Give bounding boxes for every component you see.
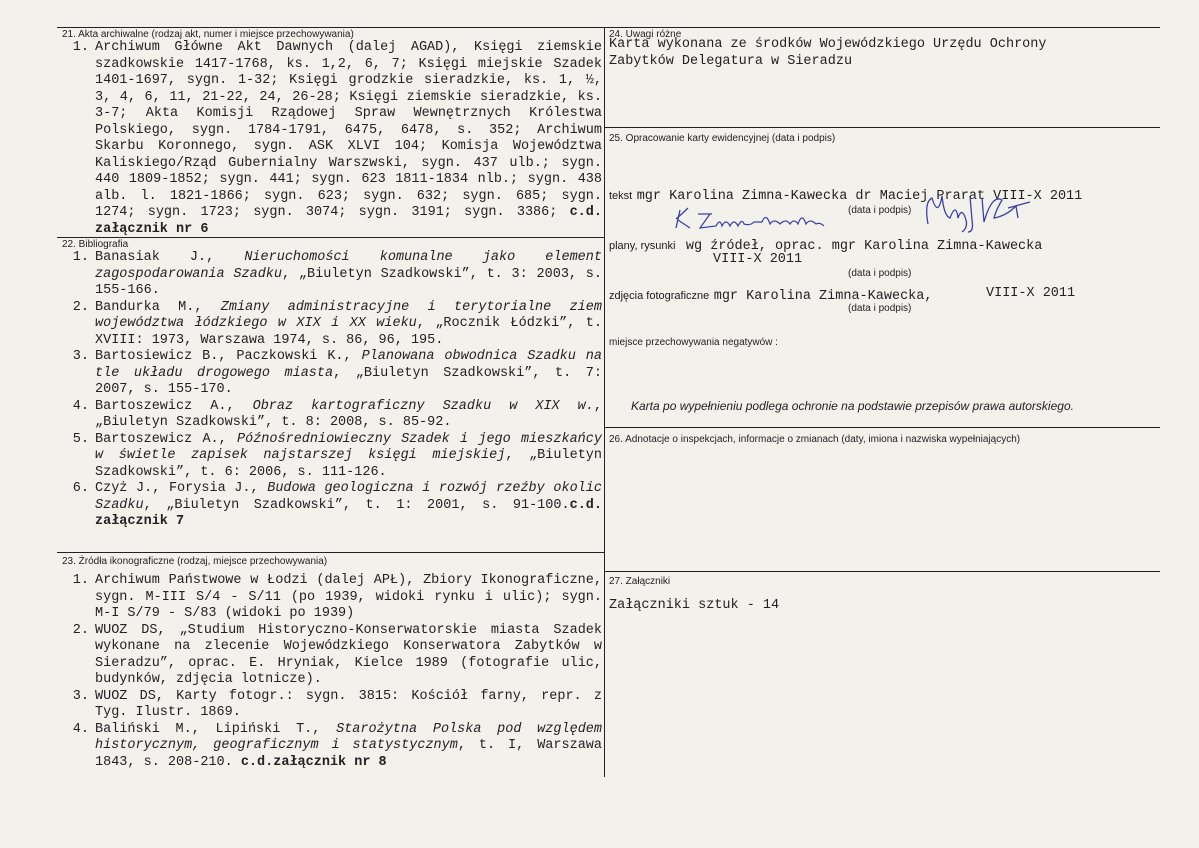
plans-date-signature-caption: (data i podpis)	[848, 268, 912, 279]
list-item	[57, 573, 602, 623]
archive-item	[57, 40, 602, 238]
list-item	[57, 689, 602, 722]
item-publication: , „Biuletyn Szadkowski”, t. 8: 2008, s. 85-92.	[95, 398, 602, 430]
item-title: Późnośredniowieczny Szadek i jego mieszkańcy w świetle zapisek najstarszej księgi miejskiej	[95, 431, 602, 463]
section-23-label: 23. Źródła ikonograficzne (rodzaj, miejsce przechowywania)	[62, 556, 328, 567]
item-authors: Archiwum Państwowe w Łodzi (dalej APŁ), Zbiory Ikonograficzne, sygn. M-III S/4 - S/11 (po 1939, widoki rynku i ulic); sygn. M-I S/79 - S/83 (widoki po 1939)	[95, 573, 602, 621]
photographs-date: VIII-X 2011	[986, 286, 1076, 301]
item-authors: WUOZ DS, „Studium Historyczno-Konserwatorskie miasta Szadek wykonane na zlecenie Wojewódzkiego Konserwatora Zabytków w Sieradzu”, oprac. E. Hryniak, Kielce 1989 (fotografie ulic, budynków, zdjęcia lotnicze).	[95, 622, 602, 687]
plans-label: plany, rysunki	[609, 240, 676, 252]
text-authors: mgr Karolina Zimna-Kawecka dr Maciej Prarat VIII-X 2011	[636, 189, 1083, 204]
item-authors: WUOZ DS, Karty fotogr.: sygn. 3815: Kościół farny, repr. z Tyg. Ilustr. 1869.	[95, 688, 602, 720]
section-25-label: 25. Opracowanie karty ewidencyjnej (data i podpis)	[609, 133, 836, 144]
negatives-location-label: miejsce przechowywania negatywów :	[609, 337, 778, 348]
item-text	[95, 623, 602, 689]
plans-date: VIII-X 2011	[713, 252, 803, 267]
section-27-label: 27. Załączniki	[609, 576, 671, 587]
copyright-notice: Karta po wypełnieniu podlega ochronie na podstawie przepisów prawa autorskiego.	[631, 399, 1074, 413]
item-authors: Baliński M., Lipiński T.,	[95, 721, 337, 737]
item-text	[95, 481, 602, 531]
section-26-label: 26. Adnotacje o inspekcjach, informacje o zmianach (daty, imiona i nazwiska wypełniających)	[609, 434, 1021, 445]
item-number: 3.	[72, 349, 89, 364]
list-item	[57, 722, 602, 772]
section-21-content	[57, 40, 602, 238]
item-number: 3.	[72, 688, 89, 704]
remarks-text: Karta wykonana ze środków Wojewódzkiego Urzędu Ochrony Zabytków Delegatura w Sieradzu	[609, 37, 1047, 69]
date-signature-caption: (data i podpis)	[848, 205, 912, 216]
plans-author: wg źródeł, oprac. mgr Karolina Zimna-Kawecka	[685, 239, 1043, 254]
item-number: 6.	[72, 481, 89, 496]
item-publication: , „Biuletyn Szadkowski”, t. 3: 2003, s. 155-166.	[95, 266, 602, 298]
item-text	[95, 689, 602, 722]
text-label: tekst	[609, 190, 633, 202]
section-21-label: 21. Akta archiwalne (rodzaj akt, numer i miejsce przechowywania)	[62, 29, 354, 40]
item-number: 2.	[72, 299, 89, 315]
list-item	[57, 349, 602, 399]
item-number: 5.	[72, 431, 89, 447]
continuation-note: c.d. załącznik 7	[95, 497, 602, 529]
item-text	[95, 573, 602, 623]
list-item	[57, 432, 602, 482]
photographs-date-signature-caption: (data i podpis)	[848, 303, 912, 314]
item-title: Planowana obwodnica Szadku na tle układu drogowego miasta	[95, 349, 602, 381]
attachments-count: Załączniki sztuk - 14	[609, 598, 780, 613]
plans-drawings-row	[609, 236, 1042, 256]
item-title: Zmiany administracyjne i terytorialne ziem województwa łódzkiego w XIX i XX wieku	[95, 299, 602, 331]
iconographic-sources-list	[57, 573, 602, 771]
item-publication: , „Biuletyn Szadkowski”, t. 7: 2007, s. 155-170.	[95, 365, 602, 397]
item-text	[95, 399, 602, 432]
divider-26-27	[604, 571, 1160, 572]
item-title: Nieruchomości komunalne jako element zagospodarowania Szadku	[95, 250, 602, 282]
item-number: 1.	[72, 40, 89, 55]
item-title: Budowa geologiczna i rozwój rzeźby okolic Szadku	[95, 481, 602, 513]
item-title: Obraz kartograficzny Szadku w XIX w.	[252, 398, 594, 414]
archive-text: Archiwum Główne Akt Dawnych (dalej AGAD), Księgi ziemskie szadkowskie 1417-1768, ks. 1,2, 6, 7; Księgi miejskie Szadek 1401-1697, sygn. 1-32; Księgi grodzkie sieradzkie, ks. 1, ½, 3, 4, 6, 11, 21-22, 24, 26-28; Księgi ziemskie sieradzkie, ks. 3-7; Akta Komisji Rządowej Spraw Wewnętrznych Królestwa Polskiego, sygn. 1784-1791, 6475, 6478, s. 352; Archiwum Skarbu Koronnego, sygn. ASK XLVI 104; Komisja Województwa Kaliskiego/Rząd Gubernialny Warszwski, sygn. 437 ulb.; sygn. 440 1809-1852; sygn. 441; sygn. 623 1811-1834 nlb.; sygn. 438 alb. l. 1821-1866; sygn. 623; sygn. 632; sygn. 685; sygn. 1274; sygn. 1723; sygn. 3074; sygn. 3191; sygn. 3386;	[95, 40, 602, 220]
column-divider	[604, 27, 605, 777]
divider-24-25	[604, 127, 1160, 128]
signature-zimna-kawecka	[672, 204, 832, 234]
continuation-note: c.d.załącznik nr 8	[232, 754, 387, 770]
item-number: 4.	[72, 398, 89, 414]
item-authors: Bartosiewicz B., Paczkowski K.,	[95, 349, 362, 364]
item-number: 2.	[72, 622, 89, 638]
list-item	[57, 300, 602, 350]
item-number: 4.	[72, 721, 89, 737]
item-publication: , t. I, Warszawa 1843, s. 208-210.	[95, 738, 603, 770]
section-24-label: 24. Uwagi różne	[609, 29, 682, 40]
divider-25-26	[604, 427, 1160, 428]
section-22-label: 22. Bibliografia	[62, 239, 129, 250]
list-item	[57, 623, 602, 689]
list-item	[57, 481, 602, 531]
photographs-label: zdjęcia fotograficzne	[609, 290, 710, 302]
item-authors: Bartoszewicz A.,	[95, 398, 253, 414]
item-authors: Bartoszewicz A.,	[95, 431, 237, 447]
item-text	[95, 432, 602, 482]
item-publication: , „Rocznik Łódzki”, t. XVIII: 1973, Warszawa 1974, s. 86, 96, 195.	[95, 316, 602, 348]
top-rule	[57, 27, 1160, 28]
list-item	[57, 250, 602, 300]
item-publication: , „Biuletyn Szadkowski”, t. 6: 2006, s. 111-126.	[95, 448, 602, 480]
item-text	[95, 722, 602, 772]
photographs-author: mgr Karolina Zimna-Kawecka,	[713, 289, 933, 304]
item-authors: Bandurka M.,	[95, 299, 221, 315]
item-publication: , „Biuletyn Szadkowski”, t. 1: 2001, s. 91-100.	[143, 497, 570, 513]
item-number: 1.	[72, 573, 89, 588]
item-authors: Banasiak J.,	[95, 250, 245, 265]
item-text	[95, 250, 602, 300]
item-text	[95, 349, 602, 399]
bibliography-list	[57, 250, 602, 531]
item-title: Starożytna Polska pod względem historycznym, geograficznym i statystycznym	[95, 721, 602, 753]
divider-22-23	[57, 552, 604, 553]
item-text	[95, 300, 602, 350]
signature-prarat	[922, 188, 1034, 234]
list-item	[57, 399, 602, 432]
item-number: 1.	[72, 250, 89, 265]
continuation-note: c.d. załącznik nr 6	[95, 205, 602, 237]
item-authors: Czyż J., Forysia J.,	[95, 481, 268, 496]
